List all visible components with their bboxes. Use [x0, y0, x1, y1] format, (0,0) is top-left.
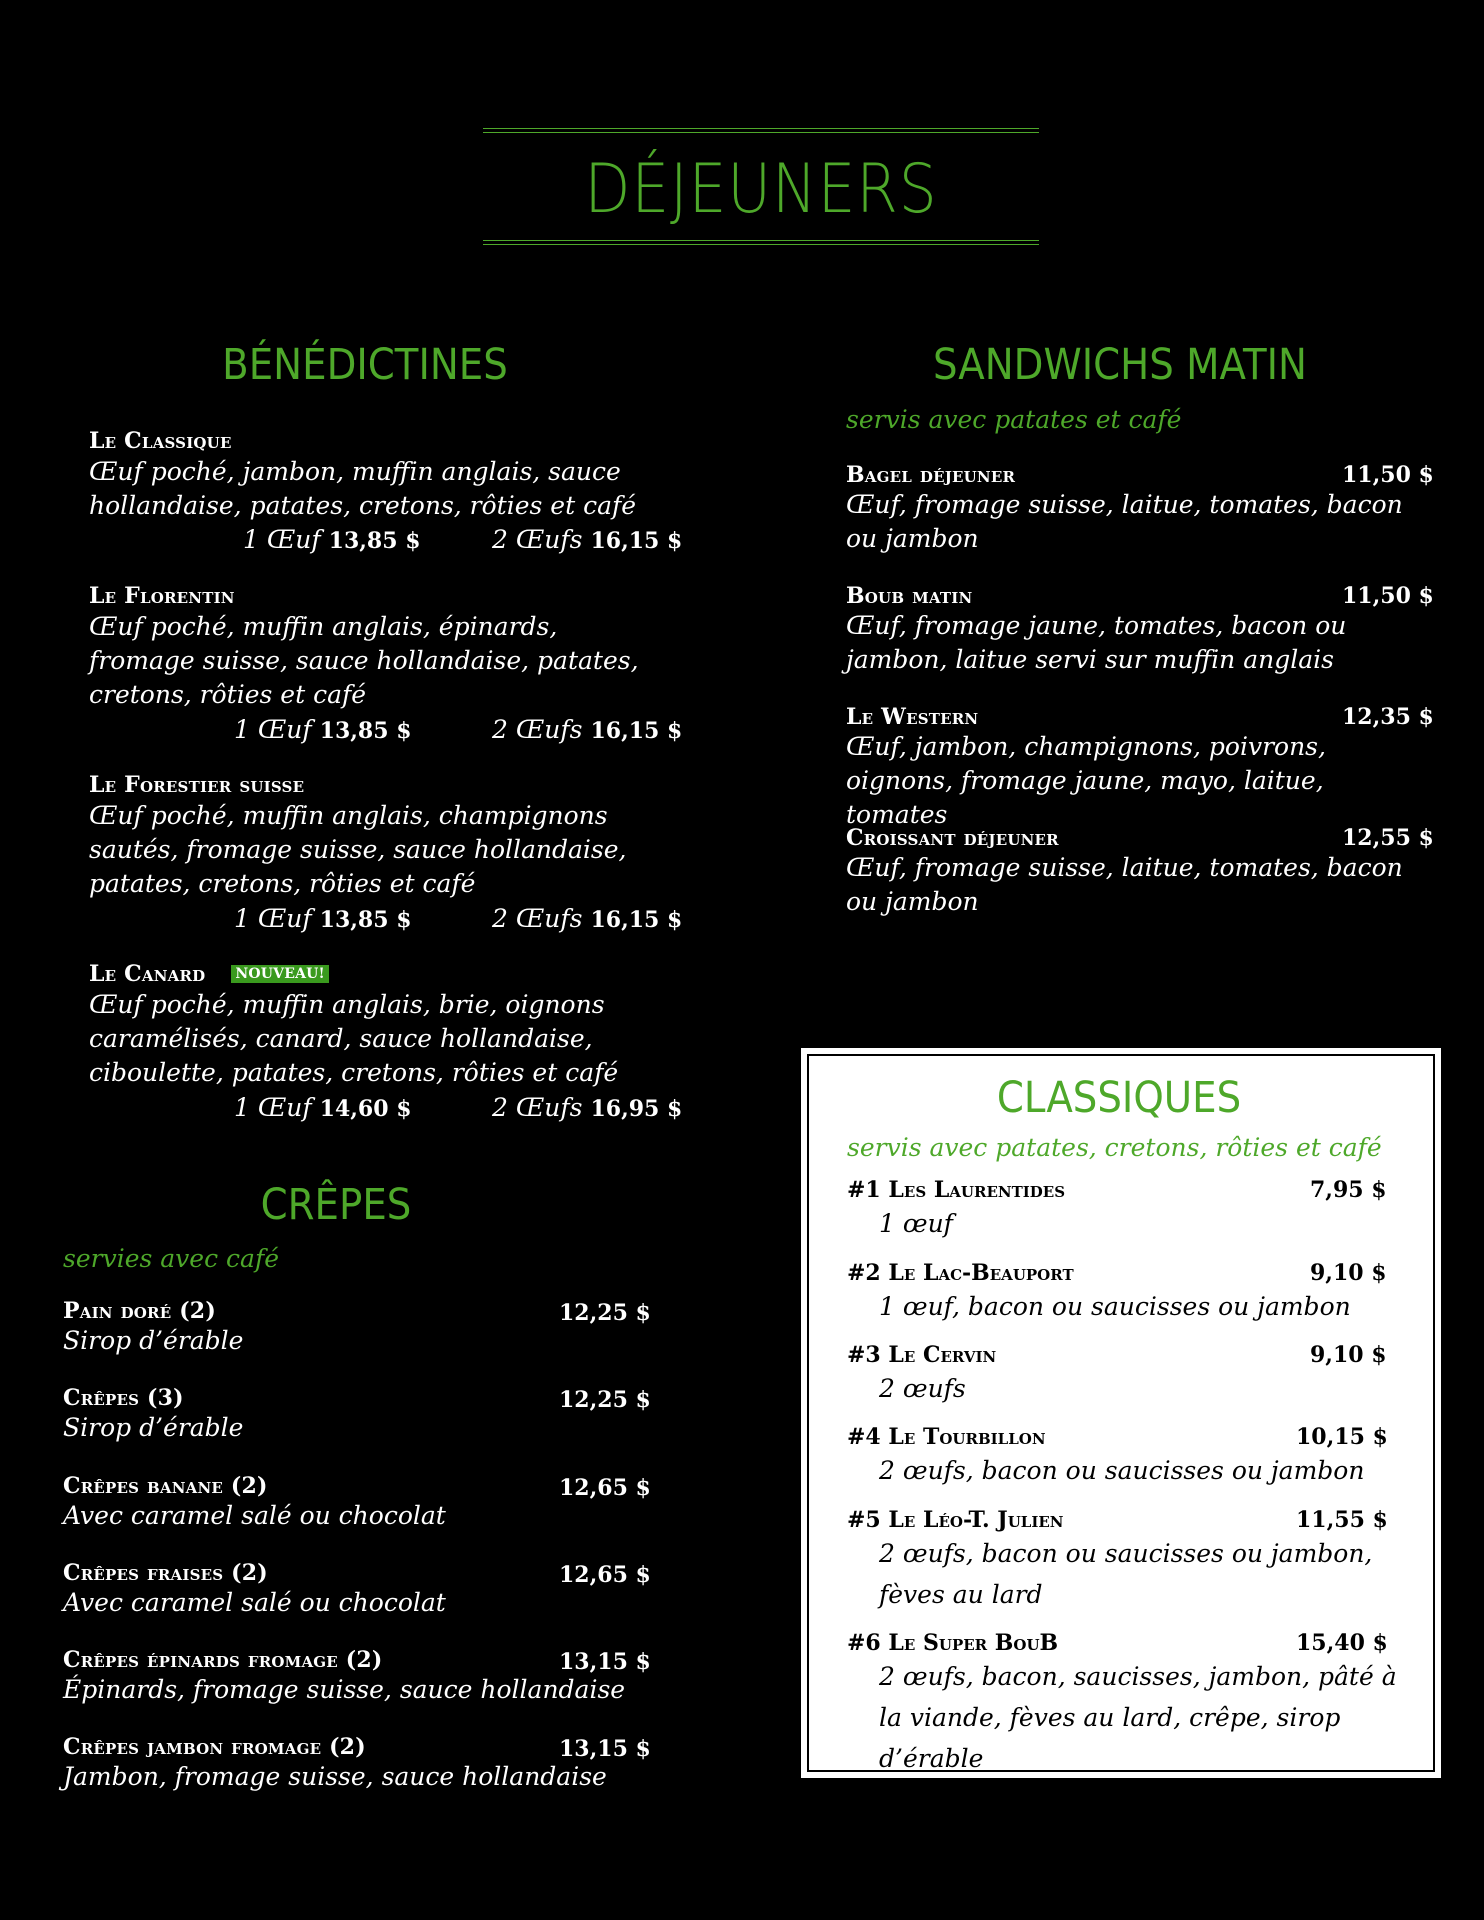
item-name: Le Canard NOUVEAU!	[89, 961, 689, 987]
item-description: 2 œufs, bacon ou saucisses ou jambon, fèves au lard	[879, 1539, 1373, 1609]
crepes-subtitle: servies avec café	[63, 1244, 279, 1273]
item-description: 1 œuf	[879, 1209, 953, 1238]
item-description: Œuf, fromage jaune, tomates, bacon ou jambon, laitue servi sur muffin anglais	[846, 611, 1347, 674]
price-option-1: 1 Œuf 13,85 $	[243, 525, 421, 554]
classiques-box	[801, 1048, 1441, 1778]
item-name: #6 Le Super BouB	[847, 1630, 1059, 1656]
page-title-block	[483, 128, 1039, 248]
item-description: Œuf poché, muffin anglais, brie, oignons caramélisés, canard, sauce hollandaise, ciboulette, patates, cretons, rôties et café	[89, 990, 619, 1087]
price-option-2: 2 Œufs 16,95 $	[492, 1093, 683, 1122]
item-price: 12,35 $	[1342, 704, 1434, 730]
menu-item	[846, 825, 1426, 919]
item-name: Le Forestier suisse	[89, 772, 305, 798]
item-price: 15,40 $	[1296, 1630, 1388, 1656]
item-description: Œuf poché, muffin anglais, champignons sautés, fromage suisse, sauce hollandaise, patates, cretons, rôties et café	[89, 801, 627, 898]
item-description: 2 œufs	[879, 1374, 966, 1403]
item-name: #3 Le Cervin	[847, 1342, 997, 1368]
item-price: 13,15 $	[559, 1736, 651, 1762]
item-description: Épinards, fromage suisse, sauce hollandaise	[63, 1675, 626, 1704]
item-price: 11,50 $	[1342, 462, 1434, 488]
item-description: 2 œufs, bacon ou saucisses ou jambon	[879, 1456, 1365, 1485]
item-price: 7,95 $	[1310, 1177, 1387, 1203]
item-price: 12,25 $	[559, 1387, 651, 1413]
item-description: Sirop d’érable	[63, 1413, 244, 1442]
item-price: 12,25 $	[559, 1300, 651, 1326]
sandwichs-title: SANDWICHS MATIN	[932, 340, 1308, 390]
item-price: 12,65 $	[559, 1562, 651, 1588]
title-top-rule	[483, 128, 1039, 133]
item-description: Œuf, fromage suisse, laitue, tomates, bacon ou jambon	[846, 490, 1403, 553]
item-name: #2 Le Lac-Beauport	[847, 1260, 1074, 1286]
item-price: 9,10 $	[1310, 1342, 1387, 1368]
price-option-2: 2 Œufs 16,15 $	[492, 715, 683, 744]
new-badge: NOUVEAU!	[231, 965, 329, 983]
title-bottom-rule	[483, 240, 1039, 245]
item-price: 9,10 $	[1310, 1260, 1387, 1286]
page-title: DÉJEUNERS	[584, 150, 938, 229]
item-description: Avec caramel salé ou chocolat	[63, 1588, 446, 1617]
crepes-title: CRÊPES	[260, 1180, 412, 1230]
item-name: Le Florentin	[89, 583, 235, 609]
classiques-subtitle: servis avec patates, cretons, rôties et café	[847, 1133, 1382, 1162]
price-option-1: 1 Œuf 13,85 $	[234, 715, 412, 744]
item-price: 13,15 $	[559, 1649, 651, 1675]
item-description: Œuf, jambon, champignons, poivrons, oignons, fromage jaune, mayo, laitue, tomates	[846, 732, 1326, 829]
price-option-1: 1 Œuf 13,85 $	[234, 904, 412, 933]
item-name: Bagel déjeuner	[846, 462, 1016, 488]
menu-item	[846, 704, 1426, 832]
menu-item	[846, 462, 1426, 556]
price-option-2: 2 Œufs 16,15 $	[492, 904, 683, 933]
menu-item	[89, 772, 689, 901]
item-name: Crêpes fraises (2)	[63, 1560, 268, 1586]
item-name: Boub matin	[846, 583, 973, 609]
item-description: Jambon, fromage suisse, sauce hollandaise	[63, 1762, 607, 1791]
item-description: 2 œufs, bacon, saucisses, jambon, pâté à la viande, fèves au lard, crêpe, sirop d’érable	[879, 1662, 1397, 1773]
item-name: Crêpes épinards fromage (2)	[63, 1647, 383, 1673]
item-name: Crêpes (3)	[63, 1385, 184, 1411]
item-description: Avec caramel salé ou chocolat	[63, 1501, 446, 1530]
menu-item	[846, 583, 1426, 677]
item-description: Œuf poché, muffin anglais, épinards, fromage suisse, sauce hollandaise, patates, cretons, rôties et café	[89, 612, 639, 709]
item-price: 12,65 $	[559, 1475, 651, 1501]
item-description: 1 œuf, bacon ou saucisses ou jambon	[879, 1292, 1351, 1321]
item-price: 11,50 $	[1342, 583, 1434, 609]
item-price: 10,15 $	[1296, 1424, 1388, 1450]
item-price: 11,55 $	[1296, 1507, 1388, 1533]
menu-item	[89, 961, 689, 1090]
benedictines-title: BÉNÉDICTINES	[222, 340, 508, 390]
sandwichs-subtitle: servis avec patates et café	[846, 405, 1182, 434]
price-option-2: 2 Œufs 16,15 $	[492, 525, 683, 554]
item-description: Œuf poché, jambon, muffin anglais, sauce hollandaise, patates, cretons, rôties et café	[89, 457, 637, 520]
menu-item	[89, 428, 689, 523]
item-description: Sirop d’érable	[63, 1326, 244, 1355]
item-name: Pain doré (2)	[63, 1298, 216, 1324]
price-option-1: 1 Œuf 14,60 $	[234, 1093, 412, 1122]
item-name: Crêpes jambon fromage (2)	[63, 1734, 366, 1760]
item-name: Le Western	[846, 704, 979, 730]
classiques-title: CLASSIQUES	[996, 1073, 1242, 1123]
item-name: #5 Le Léo-T. Julien	[847, 1507, 1064, 1533]
item-price: 12,55 $	[1342, 825, 1434, 851]
item-name: Crêpes banane (2)	[63, 1473, 268, 1499]
item-name: #1 Les Laurentides	[847, 1177, 1066, 1203]
item-name: #4 Le Tourbillon	[847, 1424, 1046, 1450]
item-name: Croissant déjeuner	[846, 825, 1059, 851]
item-name: Le Classique	[89, 428, 232, 454]
menu-item	[89, 583, 689, 712]
item-description: Œuf, fromage suisse, laitue, tomates, bacon ou jambon	[846, 853, 1403, 916]
